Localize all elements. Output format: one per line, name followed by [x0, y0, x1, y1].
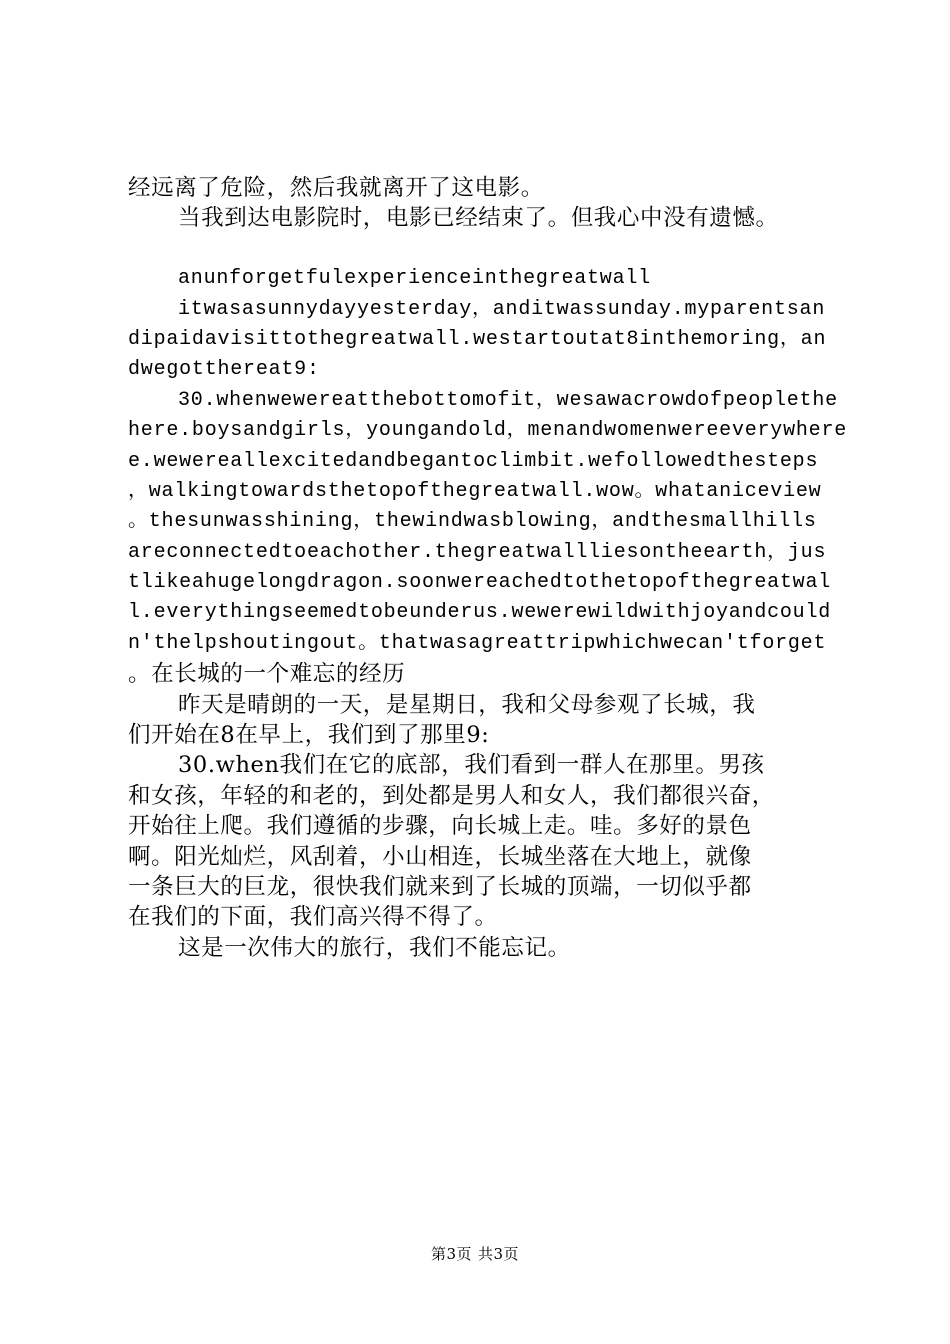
- paragraph-line: itwasasunnydayyesterday，anditwassunday.myparentsan: [178, 297, 826, 321]
- paragraph-line: 开始往上爬。我们遵循的步骤，向长城上走。哇。多好的景色: [128, 813, 752, 840]
- paragraph-line: 在我们的下面，我们高兴得不得了。: [128, 904, 498, 931]
- page-total: 共3页: [478, 1245, 520, 1263]
- paragraph-line: 们开始在8在早上，我们到了那里9:: [128, 722, 490, 749]
- page-number: 第3页: [430, 1245, 472, 1263]
- paragraph-line: areconnectedtoeachother.thegreatwallliesontheearth，jus: [128, 540, 827, 564]
- paragraph-line: dwegotthereat9:: [128, 358, 320, 382]
- paragraph-line: 。thesunwasshining，thewindwasblowing，andthesmallhills: [128, 510, 817, 534]
- document-body: [128, 173, 848, 963]
- paragraph-line: 昨天是晴朗的一天，是星期日，我和父母参观了长城，我: [178, 691, 756, 718]
- paragraph-line: here.boysandgirls，youngandold，menandwomenwereeverywhere: [128, 419, 848, 443]
- paragraph-line: 经远离了危险，然后我就离开了这电影。: [128, 175, 544, 201]
- paragraph-line: tlikeahugelongdragon.soonwereachedtothetopofthegreatwal: [128, 571, 832, 595]
- paragraph-line: 30.whenwewereatthebottomofit，wesawacrowdofpeoplethe: [178, 388, 838, 412]
- paragraph-gap: [128, 234, 834, 264]
- paragraph-line: 和女孩，年轻的和老的，到处都是男人和女人，我们都很兴奋，: [128, 782, 775, 809]
- english-title: anunforgetfulexperienceinthegreatwall: [178, 267, 651, 291]
- chinese-title: 。在长城的一个难忘的经历: [128, 661, 406, 688]
- paragraph-line: dipaidavisittothegreatwall.westartoutat8inthemoring，an: [128, 327, 827, 351]
- paragraph-line: 当我到达电影院时，电影已经结束了。但我心中没有遗憾。: [178, 205, 779, 232]
- paragraph-line: l.everythingseemedtobeunderus.wewerewildwithjoyandcould: [128, 601, 832, 625]
- paragraph-line: ，walkingtowardsthetopofthegreatwall.wow。whataniceview: [128, 479, 822, 503]
- paragraph-line: n'thelpshoutingout。thatwasagreattripwhichwecan'tforget: [128, 631, 827, 655]
- paragraph-line: e.wewereallexcitedandbegantoclimbit.wefollowedthesteps: [128, 449, 819, 473]
- page-footer: [0, 1243, 950, 1264]
- paragraph-line: 30.when我们在它的底部，我们看到一群人在那里。男孩: [178, 752, 765, 779]
- paragraph-line: 啊。阳光灿烂，风刮着，小山相连，长城坐落在大地上，就像: [128, 843, 752, 870]
- paragraph-line: 这是一次伟大的旅行，我们不能忘记。: [178, 934, 571, 961]
- paragraph-line: 一条巨大的巨龙，很快我们就来到了长城的顶端，一切似乎都: [128, 873, 752, 900]
